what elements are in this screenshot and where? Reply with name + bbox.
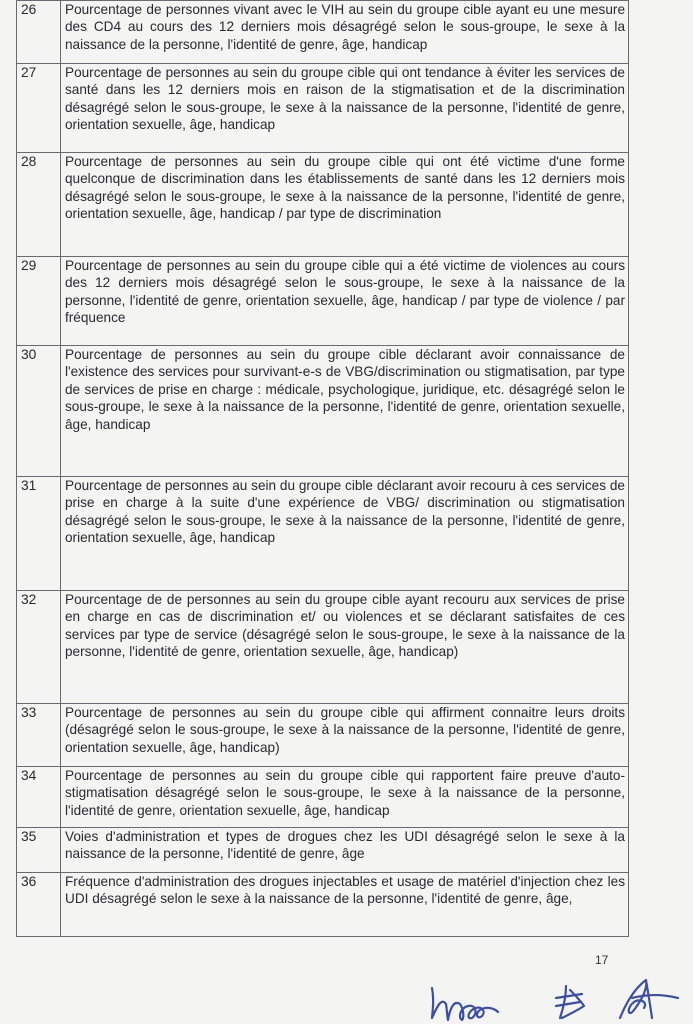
indicator-text: Pourcentage de personnes vivant avec le VIH au sein du groupe cible ayant eu une mesure des CD4 au cours des 12 derniers mois désagrégé selon le sous-groupe, le sexe à la naissance de la personne, l'identité de genre, âge, handicap <box>61 1 629 64</box>
table-row <box>17 704 629 767</box>
signature-initials-3 <box>620 980 678 1018</box>
row-number: 29 <box>17 257 61 346</box>
page-number: 17 <box>595 953 609 967</box>
indicator-text: Fréquence d'administration des drogues injectables et usage de matériel d'injection chez les UDI désagrégé selon le sexe à la naissance de la personne, l'identité de genre, âge, <box>61 873 629 937</box>
indicator-text: Pourcentage de personnes au sein du groupe cible qui affirment connaitre leurs droits (désagrégé selon le sous-groupe, le sexe à la naissance de la personne, l'identité de genre, orientation sexuelle, âge, handicap) <box>61 704 629 767</box>
table-row <box>17 477 629 591</box>
row-number: 31 <box>17 477 61 591</box>
row-number: 28 <box>17 153 61 257</box>
table-row <box>17 153 629 257</box>
row-number: 34 <box>17 767 61 828</box>
indicators-table <box>16 0 629 937</box>
row-number: 27 <box>17 64 61 153</box>
table-row <box>17 828 629 873</box>
row-number: 32 <box>17 591 61 704</box>
row-number: 26 <box>17 1 61 64</box>
indicator-text: Pourcentage de personnes au sein du groupe cible qui ont été victime d'une forme quelconque de discrimination dans les établissements de santé dans les 12 derniers mois désagrégé selon le sous-groupe, le sexe à la naissance de la personne, l'identité de genre, orientation sexuelle, âge, handicap / par type de discrimination <box>61 153 629 257</box>
table-row <box>17 346 629 477</box>
indicator-text: Pourcentage de personnes au sein du groupe cible qui ont tendance à éviter les services de santé dans les 12 derniers mois en raison de la stigmatisation et de la discrimination désagrégé selon le sous-groupe, le sexe à la naissance de la personne, l'identité de genre, orientation sexuelle, âge, handicap <box>61 64 629 153</box>
row-number: 36 <box>17 873 61 937</box>
row-number: 33 <box>17 704 61 767</box>
indicator-text: Voies d'administration et types de drogues chez les UDI désagrégé selon le sexe à la naissance de la personne, l'identité de genre, âge <box>61 828 629 873</box>
handwritten-signatures <box>420 968 680 1024</box>
indicator-text: Pourcentage de personnes au sein du groupe cible qui a été victime de violences au cours des 12 derniers mois désagrégé selon le sous-groupe, le sexe à la naissance de la personne, l'identité de genre, orientation sexuelle, âge, handicap / par type de violence / par fréquence <box>61 257 629 346</box>
indicator-text: Pourcentage de personnes au sein du groupe cible déclarant avoir recouru à ces services de prise en charge à la suite d'une expérience de VBG/ discrimination ou stigmatisation désagrégé selon le sous-groupe, le sexe à la naissance de la personne, l'identité de genre, orientation sexuelle, âge, handicap <box>61 477 629 591</box>
row-number: 30 <box>17 346 61 477</box>
indicator-text: Pourcentage de de personnes au sein du groupe cible ayant recouru aux services de prise en charge en cas de discrimination et/ ou violences et se déclarant satisfaites de ces services par type de service (désagrégé selon le sous-groupe, le sexe à la naissance de la personne, l'identité de genre, orientation sexuelle, âge, handicap) <box>61 591 629 704</box>
table-row <box>17 591 629 704</box>
row-number: 35 <box>17 828 61 873</box>
indicator-text: Pourcentage de personnes au sein du groupe cible déclarant avoir connaissance de l'existence des services pour survivant-e-s de VBG/discrimination ou stigmatisation, par type de services de prise en charge : médicale, psychologique, juridique, etc. désagrégé selon le sous-groupe, le sexe à la naissance de la personne, l'identité de genre, orientation sexuelle, âge, handicap <box>61 346 629 477</box>
table-row <box>17 873 629 937</box>
table-row <box>17 64 629 153</box>
table-row <box>17 257 629 346</box>
table-row <box>17 1 629 64</box>
table-row <box>17 767 629 828</box>
signature-initials-2 <box>556 986 584 1018</box>
indicator-text: Pourcentage de personnes au sein du groupe cible qui rapportent faire preuve d'auto-stigmatisation désagrégé selon le sous-groupe, le sexe à la naissance de la personne, l'identité de genre, orientation sexuelle, âge, handicap <box>61 767 629 828</box>
signature-initials-1 <box>432 988 498 1020</box>
